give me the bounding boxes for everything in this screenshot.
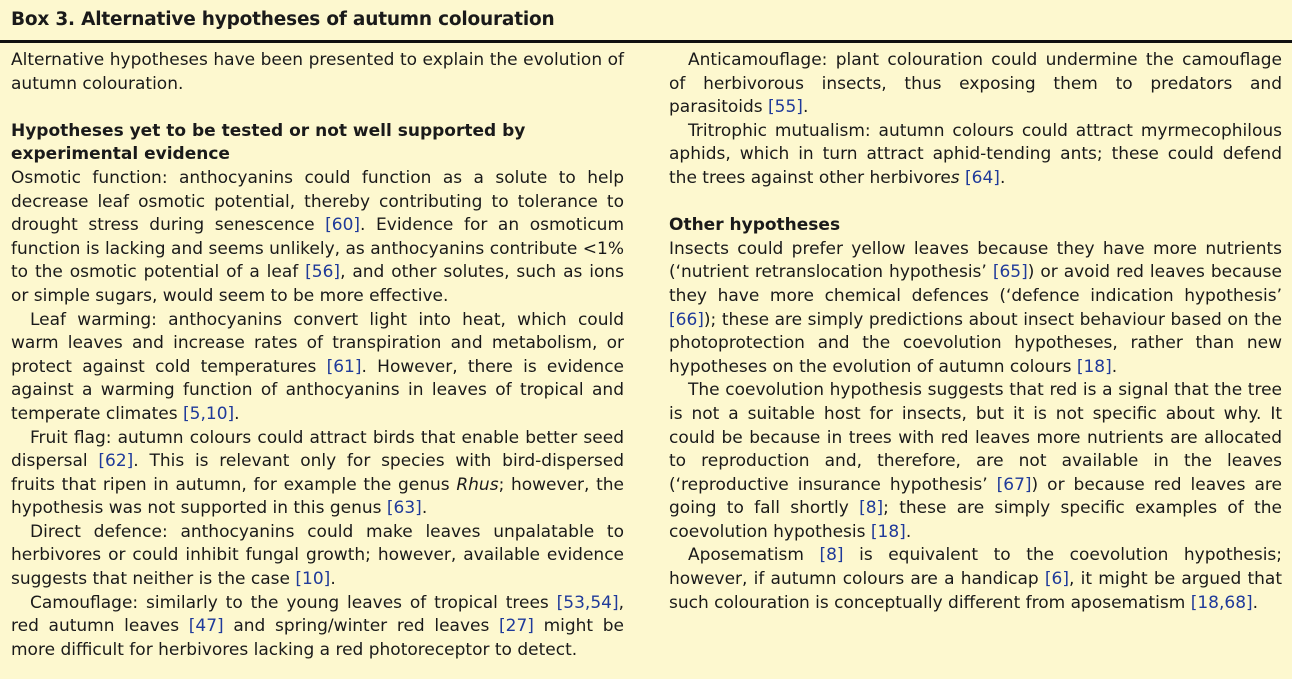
citation-link[interactable]: [66] [669,309,704,330]
citation-link[interactable]: [47] [188,616,224,637]
citation-link[interactable]: [60] [325,215,361,236]
paragraph-coevolution: The coevolution hypothesis suggests that red is a signal that the tree is not a suitable host for insects, but it is not specific about why. It could be because in trees with red leaves more nutrients are allocated to reproduction and, therefore, are not available in the leaves (‘reproductive insurance hypothesis’ [67]) or because red leaves are going to fall shortly [8]; these are simply specific examples of the coevolution hypothesis [18]. [669,380,1282,542]
paragraph-fruit-flag: Fruit flag: autumn colours could attract birds that enable better seed dispersal [62]. This is relevant only for species with bird-dispersed fruits that ripen in autumn, for example the genus Rhus; however, the hypothesis was not supported in this genus [63]. [11,427,624,519]
citation-link[interactable]: [18,68] [1190,592,1253,613]
citation-link[interactable]: [53,54] [556,592,619,613]
section-heading-other: Other hypotheses [669,215,841,236]
citation-link[interactable]: [65] [992,262,1028,283]
citation-link[interactable]: [18] [870,521,906,542]
paragraph-camouflage: Camouflage: similarly to the young leaves of tropical trees [53,54], red autumn leaves [47] and spring/winter red leaves [27] might be more difficult for herbivores lacking a red photoreceptor to detect. [11,592,624,660]
paragraph-leaf-warming: Leaf warming: anthocyanins convert light into heat, which could warm leaves and increase rates of transpiration and metabolism, or protect against cold temperatures [61]. However, there is evidence against a warming function of anthocyanins in leaves of tropical and temperate climates [5,10]. [11,309,625,424]
citation-link[interactable]: [56] [305,262,341,283]
citation-link[interactable]: [55] [768,97,803,118]
genus-name: Rhus [456,474,499,495]
paragraph-osmotic: Osmotic function: anthocyanins could function as a solute to help decrease leaf osmotic potential, thereby contributing to tolerance to drought stress during senescence [60]. Evidence for an osmoticum function is lacking and seems unlikely, as anthocyanins contribute <1% to the osmotic potential of a leaf [56], and other solutes, such as ions or simple sugars, would seem to be more effective. [11,167,625,306]
citation-link[interactable]: [18] [1076,356,1112,377]
paragraph-direct-defence: Direct defence: anthocyanins could make leaves unpalatable to herbivores or could inhibit fungal growth; however, available evidence suggests that neither is the case [10]. [11,521,624,590]
citation-link[interactable]: [61] [326,356,362,377]
citation-link[interactable]: [64] [959,167,1000,188]
citation-link[interactable]: [8] [859,498,884,519]
left-column [11,49,624,662]
citation-link[interactable]: [27] [499,616,534,637]
title-rule [0,40,1292,43]
paragraph-aposematism: Aposematism [8] is equivalent to the coevolution hypothesis; however, if autumn colours are a handicap [6], it might be argued that such colouration is conceptually different from aposematism [18,68]. [669,545,1283,613]
paragraph-insect-preference: Insects could prefer yellow leaves because they have more nutrients (‘nutrient retranslocation hypothesis’ [65]) or avoid red leaves because they have more chemical defences (‘defence indication hypothesis’ [66]); these are simply predictions about insect behaviour based on the photoprotection and the coevolution hypotheses, rather than new hypotheses on the evolution of autumn colours [18]. [669,238,1282,377]
paragraph-tritrophic: Tritrophic mutualism: autumn colours could attract myrmecophilous aphids, which in turn attract aphid-tending ants; these could defend the trees against other herbivores [64]. [669,120,1282,188]
citation-link[interactable]: [62] [98,451,134,472]
right-column [669,49,1282,615]
citation-link[interactable]: [6] [1044,569,1070,590]
intro-paragraph: Alternative hypotheses have been presented to explain the evolution of autumn colouration. [11,50,624,94]
box-title: Box 3. Alternative hypotheses of autumn colouration [11,9,555,30]
citation-link[interactable]: [63] [386,498,422,519]
citation-link[interactable]: [8] [819,545,844,566]
section-heading-untested: Hypotheses yet to be tested or not well supported by experimental evidence [11,120,526,165]
citation-link[interactable]: [5,10] [183,403,235,424]
citation-link[interactable]: [67] [996,474,1032,495]
citation-link[interactable]: [10] [295,569,331,590]
paragraph-anticamouflage: Anticamouflage: plant colouration could undermine the camouflage of herbivorous insects, thus exposing them to predators and parasitoids [55]. [669,50,1282,118]
